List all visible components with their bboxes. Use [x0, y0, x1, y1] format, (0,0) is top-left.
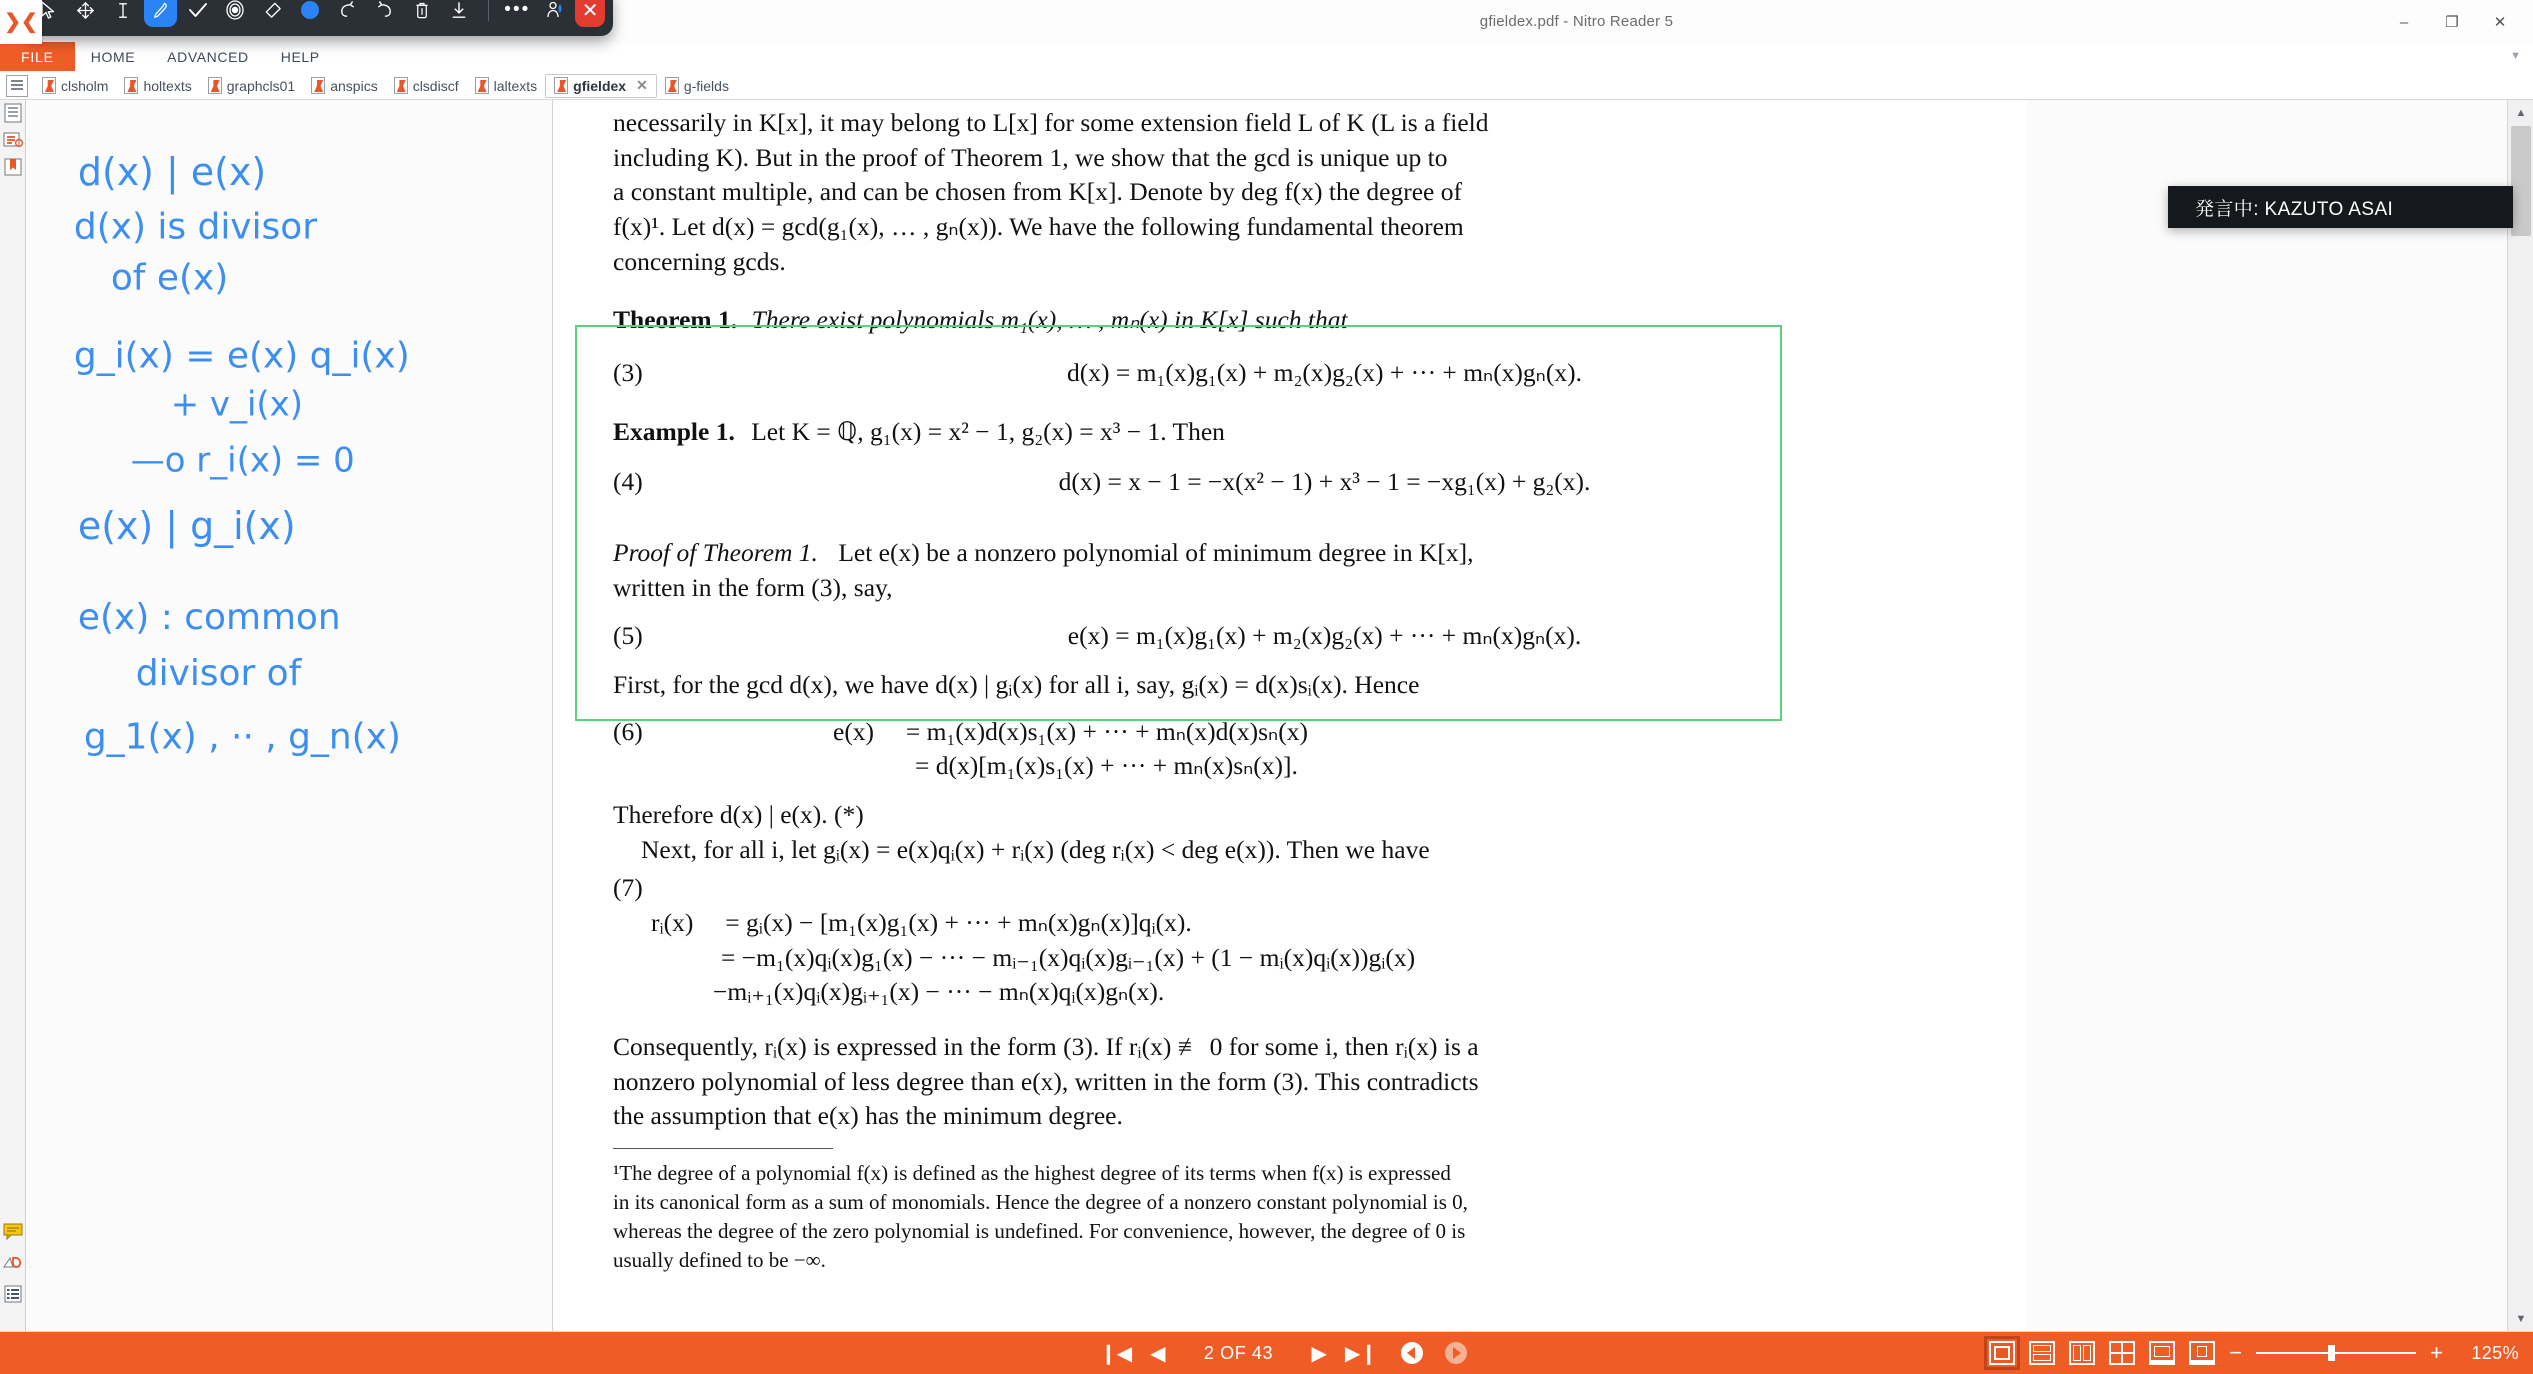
maximize-button[interactable]: ❐ — [2445, 14, 2459, 31]
first-page-button[interactable]: ❙◀ — [1100, 1342, 1133, 1365]
next-page-button[interactable]: ▶ — [1311, 1342, 1327, 1365]
doc-tab-label: anspics — [330, 77, 378, 94]
doc-tab-anspics[interactable] — [303, 74, 385, 98]
example-label: Example 1. — [613, 416, 735, 446]
doc-tab-label: g-fields — [683, 77, 729, 94]
comments-panel-icon[interactable] — [2, 129, 24, 151]
zoom-in-button[interactable]: + — [2430, 1340, 2443, 1365]
page-navigation-group — [1100, 1340, 1469, 1366]
ink-svg — [26, 100, 552, 1330]
equation-6-line-1: e(x) = m₁(x)d(x)s₁(x) + ··· + mₙ(x)d(x)sₙ(x) — [833, 716, 1308, 746]
proof-conclusion-line-2: nonzero polynomial of less degree than e(x), written in the form (3). This contradicts — [613, 1066, 1479, 1096]
equation-7-line-1: rᵢ(x) = gᵢ(x) − [m₁(x)g₁(x) + ··· + mₙ(x)gₙ(x)]qᵢ(x). — [651, 908, 1192, 938]
eraser-icon[interactable] — [256, 0, 289, 27]
window-titlebar — [620, 0, 2533, 42]
left-panel-rail — [0, 100, 26, 1332]
minimize-button[interactable]: – — [2399, 13, 2409, 31]
document-tab-strip — [0, 72, 2533, 100]
ribbon-tab-advanced[interactable]: ADVANCED — [167, 48, 249, 65]
download-icon[interactable] — [442, 0, 475, 27]
proof-conclusion-line-1: Consequently, rᵢ(x) is expressed in the form (3). If rᵢ(x) ≢ 0 for some i, then rᵢ(x) is a — [613, 1032, 1479, 1062]
ink-line-10: g_1(x) , ·· , g_n(x) — [83, 716, 401, 758]
annotation-toolbar — [24, 0, 613, 36]
sticky-note-icon[interactable] — [2, 1219, 24, 1241]
pdf-page — [26, 100, 2026, 1332]
doc-tab-label: gfieldex — [573, 77, 627, 94]
doc-tab-clsholm[interactable] — [34, 74, 116, 98]
two-row-view-icon[interactable] — [2029, 1341, 2055, 1365]
undo-icon[interactable] — [331, 0, 364, 27]
redo-icon[interactable] — [368, 0, 401, 27]
share-person-icon[interactable] — [538, 0, 571, 27]
example-text: Let K = ℚ, g₁(x) = x² − 1, g₂(x) = x³ − 1. Then — [751, 416, 1225, 446]
equation-5-body: e(x) = m₁(x)g₁(x) + m₂(x)g₂(x) + ··· + mₙ(x)gₙ(x). — [1067, 621, 1582, 651]
close-window-button[interactable]: ✕ — [2493, 14, 2507, 31]
pdf-intro-line-5: concerning gcds. — [613, 246, 786, 276]
bookmarks-panel-icon[interactable] — [2, 156, 24, 178]
last-page-button[interactable]: ▶❙ — [1344, 1342, 1378, 1365]
previous-view-button[interactable] — [1399, 1340, 1425, 1366]
pdf-file-icon — [42, 77, 56, 94]
nitro-logo-icon: ❯❮ — [0, 0, 42, 44]
doc-tab-gfieldex[interactable] — [545, 74, 657, 98]
ink-line-6: —o r_i(x) = 0 — [130, 441, 355, 481]
equation-7-line-3: −mᵢ₊₁(x)qᵢ(x)gᵢ₊₁(x) − ··· − mₙ(x)qᵢ(x)gₙ(x). — [713, 977, 1165, 1007]
single-page-view-icon[interactable] — [1989, 1341, 2015, 1365]
equation-7-number: (7) — [613, 873, 643, 903]
active-speaker-label: 発言中: KAZUTO ASAI — [2195, 198, 2394, 220]
handwriting-annotation-pane[interactable] — [26, 100, 553, 1332]
ink-line-1: d(x) | e(x) — [77, 149, 267, 194]
pdf-file-icon — [665, 77, 679, 94]
list-panel-icon[interactable] — [2, 1283, 24, 1305]
theorem-label: Theorem 1. — [613, 305, 738, 335]
ink-line-2: d(x) is divisor — [73, 206, 318, 248]
footnote-line-2: in its canonical form as a sum of monomials. Hence the degree of a nonzero constant polynomial is 0, — [613, 1190, 1468, 1215]
pen-icon[interactable] — [144, 0, 177, 27]
page-indicator[interactable]: 2 OF 43 — [1203, 1342, 1274, 1363]
ink-line-8: e(x) : common — [77, 596, 341, 638]
pdf-file-icon — [124, 77, 138, 94]
doc-tab-label: laltexts — [493, 77, 538, 94]
next-view-button[interactable] — [1443, 1340, 1469, 1366]
ink-line-3: of e(x) — [110, 257, 229, 299]
equation-5-number: (5) — [613, 621, 643, 651]
equation-3-number: (3) — [613, 358, 643, 388]
equation-6-line-2: = d(x)[m₁(x)s₁(x) + ··· + mₙ(x)sₙ(x)]. — [915, 751, 1298, 781]
doc-tab-holtexts[interactable] — [116, 74, 199, 98]
document-scrollbar[interactable] — [2507, 100, 2533, 1332]
equation-3-body: d(x) = m₁(x)g₁(x) + m₂(x)g₂(x) + ··· + mₙ(x)gₙ(x). — [1067, 358, 1582, 388]
theorem-text: There exist polynomials m₁(x), … , mₙ(x) in K[x] such that — [751, 305, 1348, 335]
ribbon-tab-bar — [0, 42, 2533, 72]
proof-conclusion-line-3: the assumption that e(x) has the minimum degree. — [613, 1101, 1123, 1131]
proof-line-1: Let e(x) be a nonzero polynomial of minimum degree in K[x], — [838, 538, 1474, 568]
pdf-file-icon — [394, 77, 408, 94]
scrollbar-thumb[interactable] — [2511, 126, 2531, 236]
doc-tab-label: holtexts — [143, 77, 192, 94]
fit-width-icon[interactable] — [2189, 1341, 2215, 1365]
doc-tab-label: graphcls01 — [226, 77, 296, 94]
grid-view-icon[interactable] — [2109, 1341, 2135, 1365]
zoom-level-value[interactable]: 125% — [2471, 1342, 2519, 1363]
doc-tab-g-fields[interactable] — [657, 74, 737, 98]
trash-icon[interactable] — [405, 0, 438, 27]
window-title: gfieldex.pdf - Nitro Reader 5 — [1479, 12, 1674, 30]
status-bar — [0, 1332, 2533, 1374]
pdf-intro-line-3: a constant multiple, and can be chosen from K[x]. Denote by deg f(x) the degree of — [613, 177, 1462, 207]
pdf-text-column — [553, 100, 2026, 1332]
close-toolbar-button[interactable]: ✕ — [575, 0, 605, 27]
window-controls — [2381, 8, 2523, 36]
more-options-icon[interactable]: ••• — [504, 0, 531, 20]
pages-panel-icon[interactable] — [2, 102, 24, 124]
footnote-line-4: usually defined to be −∞. — [613, 1248, 826, 1273]
proof-line-5: Next, for all i, let gᵢ(x) = e(x)qᵢ(x) + rᵢ(x) (deg rᵢ(x) < deg e(x)). Then we have — [641, 834, 1430, 864]
statusbar-divider — [0, 1331, 2533, 1332]
ink-line-5: + v_i(x) — [170, 385, 303, 425]
pdf-intro-line-4: f(x)¹. Let d(x) = gcd(g₁(x), … , gₙ(x)). We have the following fundamental theorem — [613, 212, 1464, 242]
ink-line-9: divisor of — [135, 652, 302, 694]
stamp-icon[interactable] — [2, 1251, 24, 1273]
view-controls-group — [1989, 1340, 2519, 1366]
document-viewport[interactable] — [26, 100, 2507, 1332]
two-column-view-icon[interactable] — [2069, 1341, 2095, 1365]
proof-label: Proof of Theorem 1. — [613, 538, 818, 568]
previous-page-button[interactable]: ◀ — [1150, 1342, 1166, 1365]
active-speaker-toast — [2168, 186, 2513, 228]
footnote-separator — [613, 1148, 833, 1149]
close-tab-icon[interactable]: ✕ — [636, 77, 648, 93]
spotlight-icon[interactable] — [219, 0, 252, 27]
ink-line-7: e(x) | g_i(x) — [77, 504, 296, 549]
doc-tab-graphcls01[interactable] — [200, 74, 304, 98]
equation-7-line-2: = −m₁(x)qᵢ(x)g₁(x) − ··· − mᵢ₋₁(x)qᵢ(x)gᵢ₋₁(x) + (1 − mᵢ(x)qᵢ(x))gᵢ(x) — [721, 942, 1416, 972]
doc-tab-label: clsholm — [61, 77, 109, 94]
color-swatch-icon[interactable] — [293, 0, 326, 27]
footnote-line-1: ¹The degree of a polynomial f(x) is defined as the highest degree of its terms when f(x) is expressed — [613, 1161, 1451, 1186]
pdf-intro-line-2: including K). But in the proof of Theorem 1, we show that the gcd is unique up to — [613, 142, 1448, 172]
fit-page-icon[interactable] — [2149, 1341, 2175, 1365]
pdf-file-icon — [554, 77, 568, 94]
pdf-file-icon — [475, 77, 489, 94]
check-icon[interactable] — [181, 0, 214, 27]
zoom-slider-knob[interactable] — [2328, 1345, 2335, 1361]
zoom-out-button[interactable]: − — [2229, 1340, 2243, 1365]
scroll-up-arrow-icon[interactable]: ▲ — [2515, 107, 2527, 119]
ink-line-4: g_i(x) = e(x) q_i(x) — [73, 335, 410, 377]
doc-tab-label: clsdiscf — [412, 77, 459, 94]
text-icon[interactable] — [107, 0, 140, 27]
pdf-file-icon — [208, 77, 222, 94]
footnote-line-3: whereas the degree of the zero polynomial is undefined. For convenience, however, the degree of 0 is — [613, 1219, 1466, 1244]
toolbar-divider — [488, 0, 489, 21]
proof-line-4: Therefore d(x) | e(x). (*) — [613, 800, 864, 830]
pdf-file-icon — [311, 77, 325, 94]
ribbon-tab-file[interactable]: FILE — [0, 42, 75, 71]
doc-tab-laltexts[interactable] — [467, 74, 546, 98]
equation-4-body: d(x) = x − 1 = −x(x² − 1) + x³ − 1 = −xg₁(x) + g₂(x). — [1058, 467, 1591, 497]
equation-4-number: (4) — [613, 467, 643, 497]
ribbon-tab-help[interactable]: HELP — [280, 48, 320, 65]
proof-line-2: written in the form (3), say, — [613, 572, 893, 602]
equation-6-number: (6) — [613, 716, 643, 746]
chevron-down-icon[interactable]: ▼ — [2510, 50, 2521, 62]
document-list-icon[interactable] — [6, 75, 28, 97]
zoom-slider[interactable] — [2256, 1352, 2416, 1354]
doc-tab-clsdiscf[interactable] — [386, 74, 467, 98]
ribbon-tab-home[interactable]: HOME — [90, 48, 136, 65]
proof-line-3: First, for the gcd d(x), we have d(x) | gᵢ(x) for all i, say, gᵢ(x) = d(x)sᵢ(x). Hence — [613, 670, 1420, 700]
scroll-down-arrow-icon[interactable]: ▼ — [2515, 1313, 2527, 1325]
pdf-intro-line-1: necessarily in K[x], it may belong to L[x] for some extension field L of K (L is a field — [613, 108, 1489, 137]
move-icon[interactable] — [69, 0, 102, 27]
